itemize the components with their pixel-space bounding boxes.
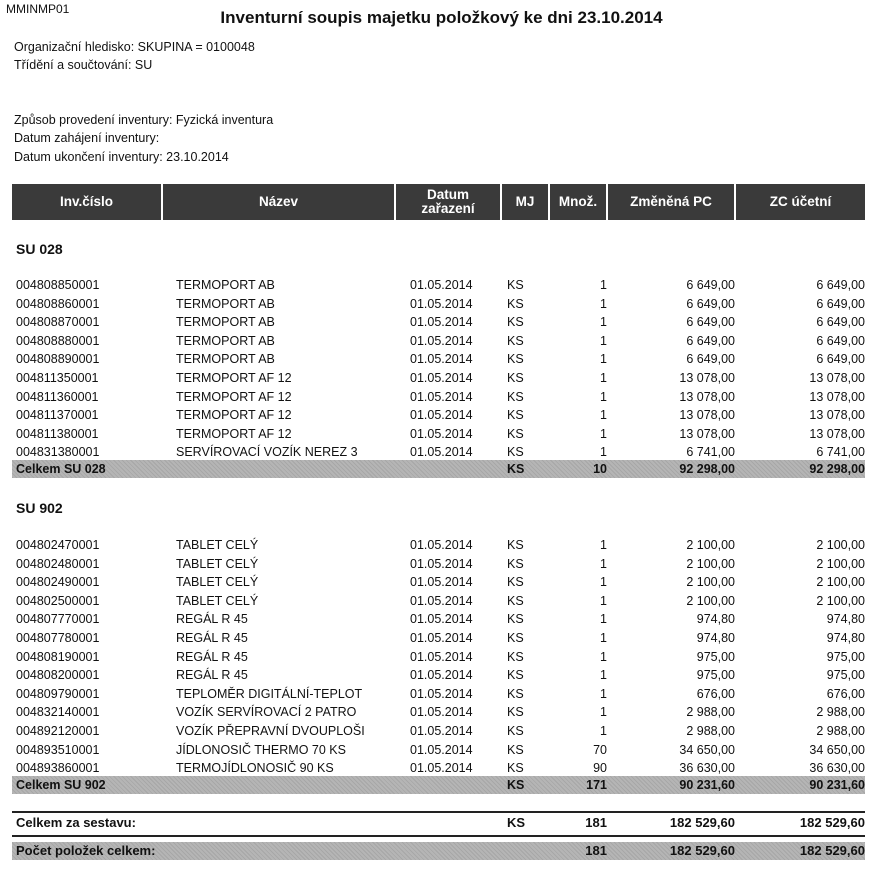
table-row xyxy=(12,313,865,331)
quantity: 1 xyxy=(600,593,607,608)
date-added: 01.05.2014 xyxy=(410,556,473,571)
item-name: VOZÍK SERVÍROVACÍ 2 PATRO xyxy=(176,705,357,720)
report-code: MMINMP01 xyxy=(6,2,70,16)
changed-pc: 13 078,00 xyxy=(679,408,735,423)
item-count-zc: 182 529,60 xyxy=(799,843,865,858)
group-total-qty: 171 xyxy=(586,778,607,792)
unit: KS xyxy=(507,742,524,757)
unit: KS xyxy=(507,705,524,720)
quantity: 1 xyxy=(600,426,607,441)
item-name: TERMOPORT AF 12 xyxy=(176,389,292,404)
quantity: 1 xyxy=(600,538,607,552)
unit: KS xyxy=(507,668,524,683)
unit: KS xyxy=(507,631,524,645)
inv-number: 004808200001 xyxy=(16,668,100,683)
quantity: 1 xyxy=(600,296,607,311)
zc-value: 13 078,00 xyxy=(809,389,865,404)
zc-value: 676,00 xyxy=(826,686,865,701)
unit: KS xyxy=(507,538,524,552)
unit: KS xyxy=(507,612,524,627)
item-name: TERMOPORT AB xyxy=(176,315,275,330)
unit: KS xyxy=(507,445,524,460)
zc-value: 34 650,00 xyxy=(809,742,865,757)
zc-value: 975,00 xyxy=(826,668,865,683)
zc-value: 6 649,00 xyxy=(816,352,865,367)
inv-number: 004811370001 xyxy=(16,408,99,423)
inv-number: 004808890001 xyxy=(16,352,100,367)
changed-pc: 2 100,00 xyxy=(686,593,735,608)
quantity: 1 xyxy=(600,705,607,720)
grand-total-zc: 182 529,60 xyxy=(799,815,865,830)
quantity: 90 xyxy=(593,761,607,776)
unit: KS xyxy=(507,315,524,330)
date-added: 01.05.2014 xyxy=(410,631,473,645)
table-row xyxy=(12,592,865,610)
zc-value: 13 078,00 xyxy=(809,426,865,441)
inv-number: 004811360001 xyxy=(16,389,99,404)
inv-number: 004893510001 xyxy=(16,742,100,757)
item-name: TERMOPORT AB xyxy=(176,333,275,348)
inv-number: 004802490001 xyxy=(16,575,100,590)
inv-number: 004808880001 xyxy=(16,333,100,348)
item-name: JÍDLONOSIČ THERMO 70 KS xyxy=(176,742,346,757)
group-total-zc: 92 298,00 xyxy=(809,462,865,476)
date-added: 01.05.2014 xyxy=(410,278,473,292)
header-name: Název xyxy=(163,184,396,220)
group-total-label: Celkem SU 902 xyxy=(16,778,106,792)
quantity: 1 xyxy=(600,724,607,738)
changed-pc: 34 650,00 xyxy=(679,742,735,757)
item-name: TERMOJÍDLONOSIČ 90 KS xyxy=(176,761,334,776)
inv-number: 004802480001 xyxy=(16,556,100,571)
item-name: SERVÍROVACÍ VOZÍK NEREZ 3 xyxy=(176,445,358,460)
inv-number: 004802470001 xyxy=(16,538,100,552)
grand-total-pc: 182 529,60 xyxy=(669,815,735,830)
item-name: TERMOPORT AF 12 xyxy=(176,426,292,441)
changed-pc: 2 100,00 xyxy=(686,538,735,552)
table-row xyxy=(12,388,865,406)
changed-pc: 6 649,00 xyxy=(686,315,735,330)
inv-number: 004802500001 xyxy=(16,593,100,608)
quantity: 1 xyxy=(600,352,607,367)
header-date-line2: zařazení xyxy=(421,201,475,216)
inv-number: 004832140001 xyxy=(16,705,100,720)
quantity: 1 xyxy=(600,389,607,404)
date-added: 01.05.2014 xyxy=(410,296,473,311)
date-added: 01.05.2014 xyxy=(410,705,473,720)
quantity: 1 xyxy=(600,686,607,701)
zc-value: 2 100,00 xyxy=(816,538,865,552)
unit: KS xyxy=(507,593,524,608)
date-added: 01.05.2014 xyxy=(410,593,473,608)
group-total-row xyxy=(12,460,865,478)
grand-total-mj: KS xyxy=(507,815,526,830)
table-row xyxy=(12,666,865,684)
table-row xyxy=(12,332,865,350)
unit: KS xyxy=(507,278,524,292)
inv-number: 004893860001 xyxy=(16,761,100,776)
zc-value: 2 100,00 xyxy=(816,593,865,608)
grand-total-qty: 181 xyxy=(585,815,607,830)
unit: KS xyxy=(507,333,524,348)
zc-value: 2 100,00 xyxy=(816,575,865,590)
item-name: TEPLOMĚR DIGITÁLNÍ-TEPLOT xyxy=(176,686,363,701)
quantity: 1 xyxy=(600,371,607,385)
date-added: 01.05.2014 xyxy=(410,333,473,348)
zc-value: 13 078,00 xyxy=(809,408,865,423)
date-added: 01.05.2014 xyxy=(410,668,473,683)
changed-pc: 6 649,00 xyxy=(686,296,735,311)
separator-rule xyxy=(12,835,865,837)
table-row xyxy=(12,703,865,721)
quantity: 1 xyxy=(600,445,607,460)
item-name: TERMOPORT AF 12 xyxy=(176,371,292,385)
inv-number: 004808860001 xyxy=(16,296,100,311)
quantity: 70 xyxy=(593,742,607,757)
zc-value: 2 100,00 xyxy=(816,556,865,571)
inv-number: 004807780001 xyxy=(16,631,100,645)
inv-number: 004808870001 xyxy=(16,315,100,330)
inventory-end-date: Datum ukončení inventury: 23.10.2014 xyxy=(14,150,229,164)
zc-value: 6 649,00 xyxy=(816,315,865,330)
changed-pc: 2 100,00 xyxy=(686,556,735,571)
table-row xyxy=(12,610,865,628)
date-added: 01.05.2014 xyxy=(410,445,473,460)
date-added: 01.05.2014 xyxy=(410,538,473,552)
date-added: 01.05.2014 xyxy=(410,371,473,385)
changed-pc: 6 649,00 xyxy=(686,278,735,292)
quantity: 1 xyxy=(600,315,607,330)
table-row xyxy=(12,295,865,313)
table-row xyxy=(12,276,865,294)
item-name: REGÁL R 45 xyxy=(176,649,248,664)
table-row xyxy=(12,759,865,777)
unit: KS xyxy=(507,296,524,311)
group-total-zc: 90 231,60 xyxy=(809,778,865,792)
item-count-qty: 181 xyxy=(585,843,607,858)
inv-number: 004807770001 xyxy=(16,612,100,627)
inv-number: 004811350001 xyxy=(16,371,99,385)
group-total-mj: KS xyxy=(507,778,525,792)
unit: KS xyxy=(507,408,524,423)
header-zc: ZC účetní xyxy=(769,194,832,209)
separator-rule xyxy=(12,811,865,813)
unit: KS xyxy=(507,389,524,404)
date-added: 01.05.2014 xyxy=(410,389,473,404)
table-row xyxy=(12,685,865,703)
item-name: TERMOPORT AB xyxy=(176,296,275,311)
inv-number: 004811380001 xyxy=(16,426,99,441)
inventory-start-date: Datum zahájení inventury: xyxy=(14,131,160,145)
table-row xyxy=(12,555,865,573)
group-total-qty: 10 xyxy=(593,462,607,476)
zc-value: 2 988,00 xyxy=(816,705,865,720)
inv-number: 004831380001 xyxy=(16,445,100,460)
org-criterion: Organizační hledisko: SKUPINA = 0100048 xyxy=(14,40,255,54)
unit: KS xyxy=(507,649,524,664)
table-row xyxy=(12,629,865,647)
zc-value: 975,00 xyxy=(826,649,865,664)
zc-value: 2 988,00 xyxy=(816,724,865,738)
grand-total-row xyxy=(12,814,865,832)
date-added: 01.05.2014 xyxy=(410,724,473,738)
unit: KS xyxy=(507,556,524,571)
changed-pc: 36 630,00 xyxy=(679,761,735,776)
zc-value: 13 078,00 xyxy=(809,371,865,385)
header-qty: Množ. xyxy=(550,184,608,220)
changed-pc: 975,00 xyxy=(696,668,735,683)
zc-value: 36 630,00 xyxy=(809,761,865,776)
header-date-line1: Datum xyxy=(426,187,469,202)
date-added: 01.05.2014 xyxy=(410,408,473,423)
table-row xyxy=(12,425,865,443)
header-mj: MJ xyxy=(502,184,550,220)
date-added: 01.05.2014 xyxy=(410,352,473,367)
zc-value: 6 649,00 xyxy=(816,333,865,348)
item-name: TABLET CELÝ xyxy=(176,556,259,571)
changed-pc: 6 649,00 xyxy=(686,333,735,348)
changed-pc: 13 078,00 xyxy=(679,426,735,441)
group-total-pc: 92 298,00 xyxy=(679,462,735,476)
table-row xyxy=(12,369,865,387)
date-added: 01.05.2014 xyxy=(410,612,473,627)
changed-pc: 13 078,00 xyxy=(679,389,735,404)
group-total-pc: 90 231,60 xyxy=(679,778,735,792)
group-total-label: Celkem SU 028 xyxy=(16,462,106,476)
item-count-label: Počet položek celkem: xyxy=(16,843,156,858)
quantity: 1 xyxy=(600,575,607,590)
header-inv-number: Inv.číslo xyxy=(12,184,163,220)
group-total-mj: KS xyxy=(507,462,525,476)
table-row xyxy=(12,350,865,368)
item-name: VOZÍK PŘEPRAVNÍ DVOUPLOŠI xyxy=(176,724,365,738)
header-date xyxy=(396,184,502,220)
group-title: SU 902 xyxy=(16,500,63,516)
header-changed-pc: Změněná PC xyxy=(608,184,736,220)
sort-criterion: Třídění a součtování: SU xyxy=(14,58,153,72)
item-name: REGÁL R 45 xyxy=(176,668,248,683)
date-added: 01.05.2014 xyxy=(410,649,473,664)
table-header xyxy=(12,184,865,220)
changed-pc: 2 100,00 xyxy=(686,575,735,590)
item-count-pc: 182 529,60 xyxy=(669,843,735,858)
item-name: TERMOPORT AF 12 xyxy=(176,408,292,423)
unit: KS xyxy=(507,371,524,385)
date-added: 01.05.2014 xyxy=(410,742,473,757)
quantity: 1 xyxy=(600,408,607,423)
inv-number: 004809790001 xyxy=(16,686,100,701)
zc-value: 6 649,00 xyxy=(816,278,865,292)
item-count-row xyxy=(12,842,865,860)
table-row xyxy=(12,722,865,740)
inventory-method: Způsob provedení inventury: Fyzická inventura xyxy=(14,113,274,127)
changed-pc: 2 988,00 xyxy=(686,724,735,738)
changed-pc: 13 078,00 xyxy=(679,371,735,385)
table-row xyxy=(12,406,865,424)
inv-number: 004892120001 xyxy=(16,724,100,738)
changed-pc: 974,80 xyxy=(696,612,735,627)
item-name: TERMOPORT AB xyxy=(176,352,275,367)
unit: KS xyxy=(507,352,524,367)
unit: KS xyxy=(507,761,524,776)
changed-pc: 2 988,00 xyxy=(686,705,735,720)
quantity: 1 xyxy=(600,631,607,645)
date-added: 01.05.2014 xyxy=(410,315,473,330)
zc-value: 6 741,00 xyxy=(816,445,865,460)
quantity: 1 xyxy=(600,612,607,627)
changed-pc: 974,80 xyxy=(696,631,735,645)
date-added: 01.05.2014 xyxy=(410,686,473,701)
quantity: 1 xyxy=(600,649,607,664)
grand-total-label: Celkem za sestavu: xyxy=(16,815,136,830)
changed-pc: 6 741,00 xyxy=(686,445,735,460)
group-title: SU 028 xyxy=(16,241,63,257)
zc-value: 974,80 xyxy=(826,612,865,627)
unit: KS xyxy=(507,686,524,701)
item-name: REGÁL R 45 xyxy=(176,631,248,645)
changed-pc: 975,00 xyxy=(696,649,735,664)
quantity: 1 xyxy=(600,556,607,571)
unit: KS xyxy=(507,724,524,738)
unit: KS xyxy=(507,426,524,441)
table-row xyxy=(12,648,865,666)
table-row xyxy=(12,536,865,554)
date-added: 01.05.2014 xyxy=(410,575,473,590)
item-name: REGÁL R 45 xyxy=(176,612,248,627)
item-name: TABLET CELÝ xyxy=(176,575,259,590)
date-added: 01.05.2014 xyxy=(410,426,473,441)
zc-value: 6 649,00 xyxy=(816,296,865,311)
zc-value: 974,80 xyxy=(826,631,865,645)
table-row xyxy=(12,573,865,591)
quantity: 1 xyxy=(600,668,607,683)
changed-pc: 676,00 xyxy=(696,686,735,701)
unit: KS xyxy=(507,575,524,590)
item-name: TERMOPORT AB xyxy=(176,278,275,292)
table-row xyxy=(12,741,865,759)
item-name: TABLET CELÝ xyxy=(176,538,259,552)
group-total-row xyxy=(12,776,865,794)
changed-pc: 6 649,00 xyxy=(686,352,735,367)
quantity: 1 xyxy=(600,278,607,292)
table-row xyxy=(12,443,865,461)
date-added: 01.05.2014 xyxy=(410,761,473,776)
item-name: TABLET CELÝ xyxy=(176,593,259,608)
inv-number: 004808850001 xyxy=(16,278,100,292)
page-title: Inventurní soupis majetku položkový ke dni 23.10.2014 xyxy=(220,8,663,27)
quantity: 1 xyxy=(600,333,607,348)
inv-number: 004808190001 xyxy=(16,649,100,664)
